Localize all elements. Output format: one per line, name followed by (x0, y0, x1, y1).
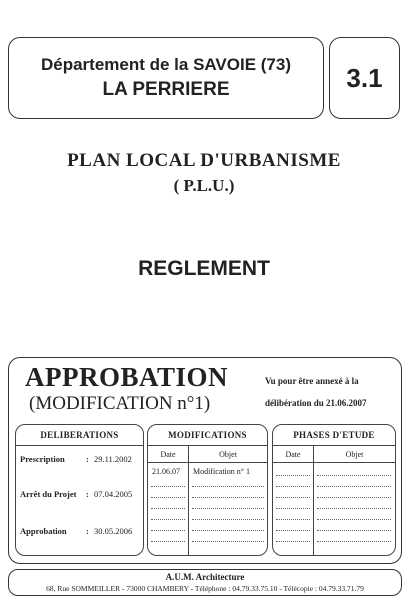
title-divider (148, 445, 267, 446)
approbation-panel (8, 357, 402, 564)
dotted-line (151, 541, 185, 542)
plan-abbreviation: ( P.L.U.) (173, 176, 235, 195)
phases-title: PHASES D'ETUDE (293, 430, 375, 440)
dotted-line (317, 475, 391, 476)
deliberation-colon: : (86, 454, 89, 464)
dotted-line (317, 497, 391, 498)
deliberation-date: 07.04.2005 (94, 489, 133, 499)
dotted-line (151, 508, 185, 509)
document-number: 3.1 (329, 37, 400, 119)
dotted-line (151, 519, 185, 520)
dotted-line (192, 497, 264, 498)
approbation-subtitle: (MODIFICATION n°1) (29, 393, 211, 414)
deliberation-label: Prescription (20, 454, 65, 464)
dotted-line (192, 486, 264, 487)
section-title: REGLEMENT (138, 257, 270, 280)
footer-box (8, 569, 402, 596)
dotted-line (151, 497, 185, 498)
dotted-line (276, 541, 310, 542)
dotted-line (276, 475, 310, 476)
column-header-date: Date (285, 450, 301, 459)
dotted-line (317, 519, 391, 520)
header-rule (273, 462, 395, 463)
dotted-line (317, 530, 391, 531)
dotted-line (276, 530, 310, 531)
dotted-line (151, 530, 185, 531)
column-header-objet: Objet (219, 450, 237, 459)
modification-date: 21.06.07 (152, 467, 180, 476)
dotted-line (276, 486, 310, 487)
annex-note-line1: Vu pour être annexé à la (265, 376, 359, 386)
header-box (8, 37, 324, 119)
dotted-line (151, 486, 185, 487)
deliberation-date: 30.05.2006 (94, 526, 133, 536)
dotted-line (276, 497, 310, 498)
column-header-date: Date (160, 450, 176, 459)
dotted-line (276, 508, 310, 509)
annex-note-line2: délibération du 21.06.2007 (265, 398, 367, 408)
header-rule (148, 462, 267, 463)
commune-name: LA PERRIERE (102, 79, 230, 100)
column-header-objet: Objet (345, 450, 364, 459)
modifications-box (147, 424, 268, 556)
deliberation-colon: : (86, 489, 89, 499)
title-divider (16, 445, 143, 446)
deliberations-title: DELIBERATIONS (40, 430, 119, 440)
deliberation-label: Arrêt du Projet (20, 489, 77, 499)
firm-name: A.U.M. Architecture (165, 572, 245, 582)
modifications-title: MODIFICATIONS (168, 430, 247, 440)
deliberation-date: 29.11.2002 (94, 454, 132, 464)
dotted-line (317, 541, 391, 542)
deliberation-label: Approbation (20, 526, 67, 536)
dotted-line (192, 519, 264, 520)
modification-objet: Modification n° 1 (193, 467, 250, 476)
dotted-line (317, 486, 391, 487)
firm-address: 68, Rue SOMMEILLER - 73000 CHAMBERY - Téléphone : 04.79.33.75.10 - Télécopie : 04.79.33.71.79 (46, 584, 364, 593)
dotted-line (317, 508, 391, 509)
dotted-line (276, 519, 310, 520)
phases-box (272, 424, 396, 556)
approbation-title: APPROBATION (25, 362, 229, 392)
dotted-line (192, 541, 264, 542)
deliberations-box (15, 424, 144, 556)
plan-title: PLAN LOCAL D'URBANISME (67, 150, 341, 171)
dotted-line (192, 508, 264, 509)
department-line: Département de la SAVOIE (73) (40, 55, 292, 74)
title-divider (273, 445, 395, 446)
dotted-line (192, 530, 264, 531)
deliberation-colon: : (86, 526, 89, 536)
